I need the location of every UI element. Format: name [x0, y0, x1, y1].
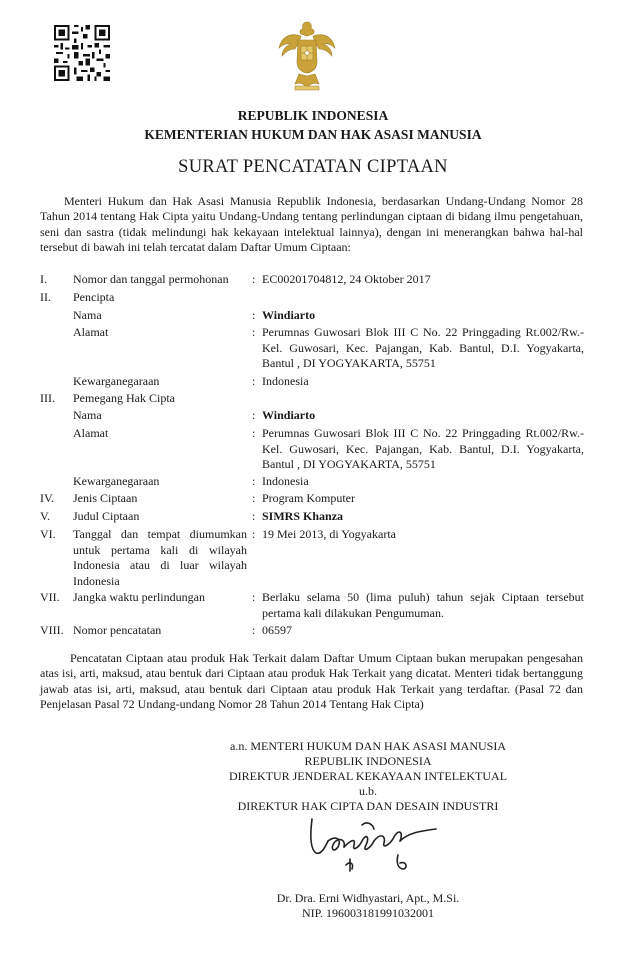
qr-code — [54, 25, 110, 81]
pemegang-kwn-value: Indonesia — [262, 474, 309, 488]
item-iii-number: III. — [40, 391, 55, 405]
pencipta-nama-label: Nama — [73, 308, 102, 322]
pencipta-alamat-colon: : — [252, 325, 256, 339]
header-republik: REPUBLIK INDONESIA — [237, 108, 389, 123]
pemegang-nama-label: Nama — [73, 408, 102, 422]
pemegang-alamat-value: Perumnas Guwosari Blok III C No. 22 Pringgading Rt.002/Rw.- Kel. Guwosari, Kec. Pajangan, Kab. Bantul, D.I. Yogyakarta, Bantul , DI YOGYAKARTA, 55751 — [262, 426, 584, 471]
page-title: SURAT PENCATATAN CIPTAAN — [178, 157, 448, 177]
handwritten-signature — [300, 815, 450, 877]
pencipta-alamat-value: Perumnas Guwosari Blok III C No. 22 Pringgading Rt.002/Rw.- Kel. Guwosari, Kec. Pajangan, Kab. Bantul, D.I. Yogyakarta, Bantul , DI YOGYAKARTA, 55751 — [262, 325, 584, 370]
item-vii-number: VII. — [40, 590, 60, 604]
item-iv-colon: : — [252, 491, 256, 505]
item-iii-label: Pemegang Hak Cipta — [73, 391, 175, 405]
item-iv-label: Jenis Ciptaan — [73, 491, 138, 505]
header-kementerian: KEMENTERIAN HUKUM DAN HAK ASASI MANUSIA — [144, 127, 482, 142]
item-vi-colon: : — [252, 527, 256, 541]
intro-paragraph: Menteri Hukum dan Hak Asasi Manusia Republik Indonesia, berdasarkan Undang-Undang Nomor 28 Tahun 2014 tentang Hak Cipta yaitu Undang-Undang tentang perlindungan ciptaan di bidang ilmu pengetahuan, seni dan sastra (tidak melindungi hak kekayaan intelektual lainnya), dengan ini menerangkan bahwa hal-hal tersebut di bawah ini telah tercatat dalam Daftar Umum Ciptaan: — [40, 194, 583, 254]
item-vii-colon: : — [252, 590, 256, 604]
pencipta-kwn-colon: : — [252, 374, 256, 388]
item-vii-value: Berlaku selama 50 (lima puluh) tahun sejak Ciptaan tersebut pertama kali dilakukan Pengumuman. — [262, 590, 584, 620]
pencipta-nama-colon: : — [252, 308, 256, 322]
sig-line-1: a.n. MENTERI HUKUM DAN HAK ASASI MANUSIA — [230, 739, 506, 753]
item-i-number: I. — [40, 272, 47, 286]
item-i-label: Nomor dan tanggal permohonan — [73, 272, 229, 286]
item-v-colon: : — [252, 509, 256, 523]
item-v-label: Judul Ciptaan — [73, 509, 140, 523]
item-iv-value: Program Komputer — [262, 491, 355, 505]
item-vi-value: 19 Mei 2013, di Yogyakarta — [262, 527, 396, 541]
pemegang-alamat-colon: : — [252, 426, 256, 440]
item-i-colon: : — [252, 272, 256, 286]
pemegang-nama-value: Windiarto — [262, 408, 316, 422]
pencipta-kwn-label: Kewarganegaraan — [73, 374, 160, 388]
item-viii-number: VIII. — [40, 623, 64, 637]
pemegang-kwn-label: Kewarganegaraan — [73, 474, 160, 488]
item-iv-number: IV. — [40, 491, 55, 505]
sig-line-3: DIREKTUR JENDERAL KEKAYAAN INTELEKTUAL — [228, 769, 508, 783]
item-vi-label: Tanggal dan tempat diumumkan untuk pertama kali di wilayah Indonesia atau di luar wilayah Indonesia — [73, 527, 247, 588]
item-i-value: EC00201704812, 24 Oktober 2017 — [262, 272, 431, 286]
item-viii-colon: : — [252, 623, 256, 637]
pemegang-alamat-label: Alamat — [73, 426, 109, 440]
item-v-value: SIMRS Khanza — [262, 509, 344, 523]
garuda-emblem-icon — [275, 18, 339, 94]
item-ii-label: Pencipta — [73, 290, 115, 304]
closing-paragraph: Pencatatan Ciptaan atau produk Hak Terkait dalam Daftar Umum Ciptaan bukan merupakan pengesahan atas isi, arti, maksud, atau bentuk dari Ciptaan atau produk Hak Terkait yang dicatat. Menteri tidak bertanggung jawab atas isi, arti, maksud, atau bentuk dari Ciptaan atau produk Hak Terkait yang terdaftar. (Pasal 72 dan Penjelasan Pasal 72 Undang-undang Nomor 28 Tahun 2014 Tentang Hak Cipta) — [40, 651, 583, 711]
signatory-name: Dr. Dra. Erni Widhyastari, Apt., M.Si. — [276, 891, 460, 905]
item-vii-label: Jangka waktu perlindungan — [73, 590, 205, 604]
pemegang-kwn-colon: : — [252, 474, 256, 488]
pencipta-alamat-label: Alamat — [73, 325, 109, 339]
sig-line-2: REPUBLIK INDONESIA — [304, 754, 432, 768]
pencipta-kwn-value: Indonesia — [262, 374, 309, 388]
item-viii-value: 06597 — [262, 623, 292, 637]
item-viii-label: Nomor pencatatan — [73, 623, 162, 637]
signatory-nip: NIP. 196003181991032001 — [301, 906, 434, 920]
item-v-number: V. — [40, 509, 51, 523]
item-vi-number: VI. — [40, 527, 56, 541]
sig-line-5: DIREKTUR HAK CIPTA DAN DESAIN INDUSTRI — [237, 799, 499, 813]
pemegang-nama-colon: : — [252, 408, 256, 422]
pencipta-nama-value: Windiarto — [262, 308, 316, 322]
item-ii-number: II. — [40, 290, 51, 304]
sig-line-4: u.b. — [359, 784, 377, 798]
